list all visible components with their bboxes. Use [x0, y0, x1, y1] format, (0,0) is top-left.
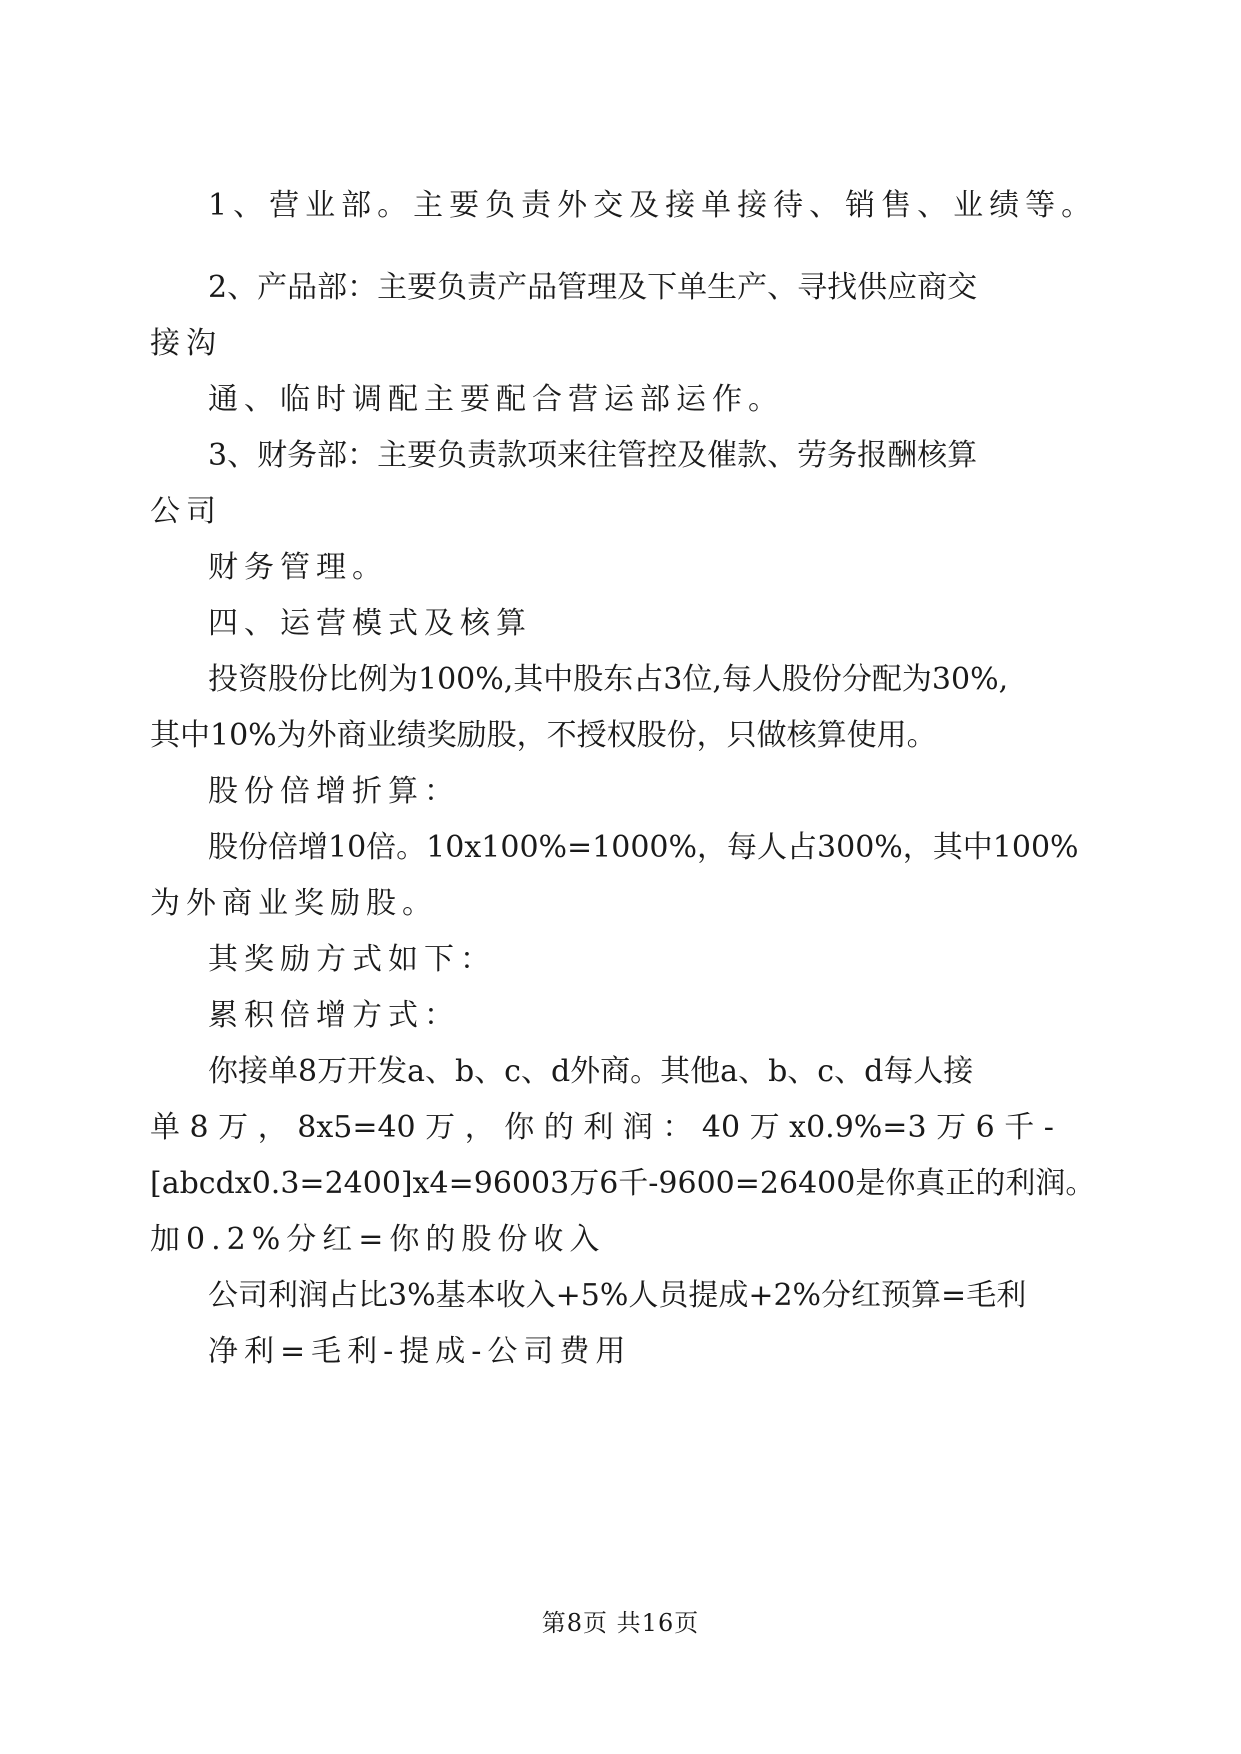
- paragraph-line-18: [abcdx0.3=2400]x4=96003万6千-9600=26400是你真正的利润。: [150, 1166, 1096, 1201]
- paragraph-line-2: 2、产品部：主要负责产品管理及下单生产、寻找供应商交: [208, 270, 978, 305]
- paragraph-line-1: 1、营业部。主要负责外交及接单接待、销售、业绩等。: [208, 188, 1098, 223]
- paragraph-line-14: 其奖励方式如下：: [208, 942, 496, 977]
- section-heading: 四、运营模式及核算: [208, 606, 532, 641]
- paragraph-line-16: 你接单8万开发a、b、c、d外商。其他a、b、c、d每人接: [208, 1054, 974, 1089]
- paragraph-line-17: 单 8 万 ， 8x5=40 万 ， 你 的 利 润 ： 40 万 x0.9%=3 万 6 千 -: [150, 1110, 1054, 1145]
- paragraph-line-12: 股份倍增10倍。10x100%=1000%，每人占300%，其中100%: [208, 830, 1079, 865]
- paragraph-line-4: 通、临时调配主要配合营运部运作。: [208, 382, 784, 417]
- paragraph-line-3: 接沟: [150, 326, 222, 361]
- paragraph-line-9: 投资股份比例为100%,其中股东占3位,每人股份分配为30%,: [208, 662, 1009, 697]
- paragraph-line-13: 为外商业奖励股。: [150, 886, 438, 921]
- page-number-footer: 第8页 共16页: [541, 1609, 700, 1637]
- paragraph-line-15: 累积倍增方式：: [208, 998, 460, 1033]
- paragraph-line-20: 公司利润占比3%基本收入+5%人员提成+2%分红预算=毛利: [208, 1278, 1027, 1313]
- paragraph-line-21: 净利=毛利-提成-公司费用: [208, 1334, 632, 1369]
- paragraph-line-6: 公司: [150, 494, 222, 529]
- paragraph-line-7: 财务管理。: [208, 550, 388, 585]
- paragraph-line-19: 加0.2%分红=你的股份收入: [150, 1222, 606, 1257]
- paragraph-line-5: 3、财务部：主要负责款项来往管控及催款、劳务报酬核算: [208, 438, 978, 473]
- paragraph-line-10: 其中10%为外商业绩奖励股，不授权股份，只做核算使用。: [150, 718, 937, 753]
- paragraph-line-11: 股份倍增折算：: [208, 774, 460, 809]
